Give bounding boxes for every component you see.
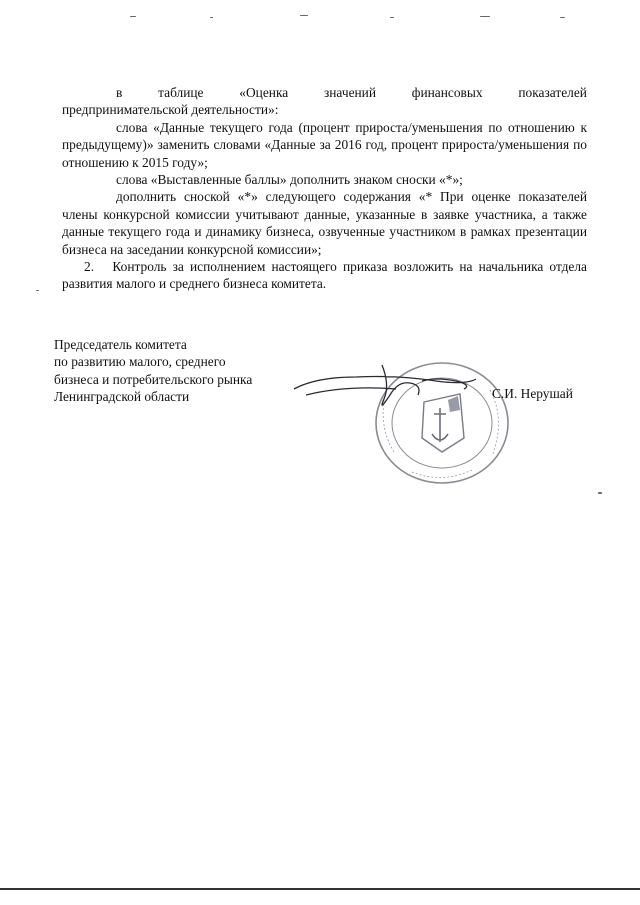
- word: в: [116, 85, 123, 100]
- scan-speck: [130, 16, 136, 17]
- stamp-ring-text-mark: [412, 470, 472, 478]
- paragraph-footnote-content: дополнить сноской «*» следующего содержания «* При оценке показателей члены конкурсной комиссии учитывают данные, указанные в заявке участника, а также данные текущего года и динамику бизнеса, озвученные участником в рамках презентации бизнеса на заседании конкурсной комиссии»;: [62, 189, 587, 257]
- word: значений: [323, 85, 377, 100]
- scan-speck: [560, 17, 565, 18]
- signatory-title: [54, 336, 252, 406]
- paragraph-replace-words: слова «Данные текущего года (процент прироста/уменьшения по отношению к предыдущему)» заменить словами «Данные за 2016 год, процент прироста/уменьшения по отношению к 2015 году»;: [62, 119, 587, 170]
- signatory-line: по развитию малого, среднего: [54, 354, 226, 370]
- signatory-line: Председатель комитета: [54, 337, 187, 352]
- paragraph-table-line2: предпринимательской деятельности»:: [62, 102, 279, 118]
- body-text: [62, 84, 587, 293]
- item-text: Контроль за исполнением настоящего приказа возложить на начальника отдела развития малого и среднего бизнеса комитета.: [62, 259, 587, 292]
- scan-speck: [480, 16, 490, 17]
- signatory-line: Ленинградской области: [54, 389, 190, 405]
- signatory-name: С.И. Нерушай: [492, 386, 573, 401]
- word: таблице: [158, 85, 204, 100]
- scan-artifacts: [90, 14, 620, 22]
- paragraph-control: [62, 258, 587, 293]
- scan-speck: [300, 15, 308, 16]
- handwritten-signature: [286, 355, 486, 415]
- scan-speck: [210, 17, 213, 18]
- word: финансовых: [411, 85, 483, 100]
- item-number: 2.: [84, 259, 95, 275]
- scan-edge-line: [0, 888, 640, 890]
- signature-stroke: [294, 365, 476, 405]
- word: показателей: [518, 85, 587, 100]
- paragraph-footnote-mark: слова «Выставленные баллы» дополнить знаком сноски «*»;: [116, 172, 463, 188]
- signatory-line: бизнеса и потребительского рынка: [54, 371, 253, 387]
- scan-speck: [598, 492, 602, 494]
- word: «Оценка: [239, 85, 289, 100]
- scan-speck: [390, 17, 394, 18]
- paragraph-table-line1: [62, 84, 587, 101]
- scan-speck: [36, 290, 39, 291]
